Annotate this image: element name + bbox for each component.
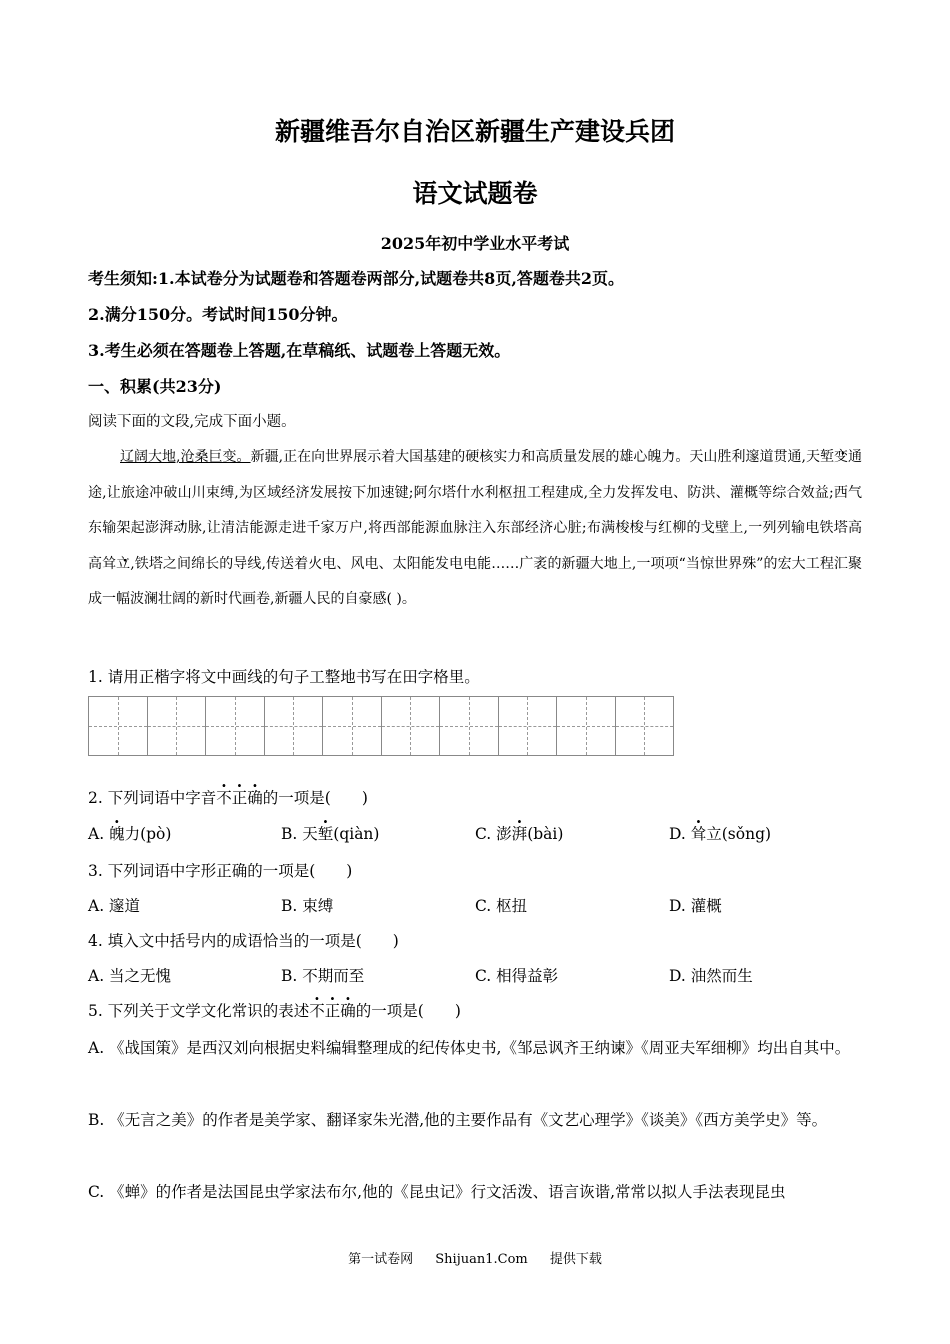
q3-option-c[interactable]: C. 枢扭 xyxy=(475,897,528,915)
underlined-sentence: 辽阔大地,沧桑巨变。 xyxy=(120,449,251,465)
dotted-char: · 堑 xyxy=(820,449,834,465)
q5-option-b[interactable]: B. 《无言之美》的作者是美学家、翻译家朱光潜,他的主要作品有《文艺心理学》《谈美》《西方美学史》等。 xyxy=(88,1111,828,1129)
page-footer xyxy=(0,1248,950,1267)
grid-cell[interactable] xyxy=(206,697,265,755)
question-2: 2. 下列词语中字音不正确的一项是( ) xyxy=(88,789,368,807)
passage-text: 新疆,正在向世界展示着大国基建的硬核实力和高质量发展的雄心 xyxy=(250,449,648,465)
grid-cell[interactable] xyxy=(89,697,148,755)
q4-option-c[interactable]: C. 相得益彰 xyxy=(475,967,559,985)
question-5: 5. 下列关于文学文化常识的表述不正确的一项是( ) xyxy=(88,1002,461,1020)
q2-option-c[interactable]: C. 澎湃(bài) xyxy=(475,825,564,843)
grid-cell[interactable] xyxy=(616,697,674,755)
q4-option-b[interactable]: B. 不期而至 xyxy=(281,967,365,985)
notice-line-1: 考生须知:1.本试卷分为试题卷和答题卷两部分,试题卷共8页,答题卷共2页。 xyxy=(88,269,625,288)
passage-text: 力。天山胜利邃道贯通,天 xyxy=(661,449,820,465)
footer-site-url[interactable]: Shijuan1.Com xyxy=(435,1252,528,1267)
grid-cell[interactable] xyxy=(323,697,382,755)
q2-option-b[interactable]: B. 天堑(qiàn) xyxy=(281,825,380,843)
grid-cell[interactable] xyxy=(148,697,207,755)
grid-cell[interactable] xyxy=(440,697,499,755)
footer-note: 提供下载 xyxy=(549,1252,602,1267)
notice-line-3: 3.考生必须在答题卷上答题,在草稿纸、试题卷上答题无效。 xyxy=(88,341,511,360)
q3-option-d[interactable]: D. 灌概 xyxy=(669,897,722,915)
exam-title-region: 新疆维吾尔自治区新疆生产建设兵团 xyxy=(274,117,675,146)
q4-option-a[interactable]: A. 当之无愧 xyxy=(88,967,172,985)
q5-option-c[interactable]: C. 《蝉》的作者是法国昆虫学家法布尔,他的《昆虫记》行文活泼、语言诙谐,常常以拟人手法表现昆虫 xyxy=(88,1183,786,1201)
reading-instruction: 阅读下面的文段,完成下面小题。 xyxy=(88,414,296,430)
grid-cell[interactable] xyxy=(382,697,441,755)
question-1: 1. 请用正楷字将文中画线的句子工整地书写在田字格里。 xyxy=(88,668,480,686)
q2-option-a[interactable]: A. 魄力(pò) xyxy=(88,825,172,843)
q5-option-a[interactable]: A. 《战国策》是西汉刘向根据史料编辑整理成的纪传体史书,《邹忌讽齐王纳谏》《周亚夫军细柳》均出自其中。 xyxy=(88,1039,851,1057)
q3-option-b[interactable]: B. 束缚 xyxy=(281,897,334,915)
notice-line-2: 2.满分150分。考试时间150分钟。 xyxy=(88,305,348,324)
question-4: 4. 填入文中括号内的成语恰当的一项是( ) xyxy=(88,932,399,950)
reading-passage xyxy=(88,440,862,618)
dotted-char: · 魄 xyxy=(647,449,661,465)
question-3: 3. 下列词语中字形正确的一项是( ) xyxy=(88,862,353,880)
passage-text: 动脉,让清洁能源走进千家万户,将西部能源血脉注入东部经济心脏;布满梭梭与红柳的戈壁上,一列列输电铁塔高高 xyxy=(88,520,862,572)
dotted-char: · 湃 xyxy=(159,520,173,536)
q2-option-d[interactable]: D. 耸立(sǒng) xyxy=(669,825,772,843)
passage-text: 立,铁塔之间绵长的导线,传送着火电、风电、太阳能发电电能……广袤的新疆大地上,一项项“当惊世界殊”的宏大工程汇聚成一幅波澜壮阔的新时代画卷,新疆人民的自豪感( )。 xyxy=(88,555,862,607)
q3-option-a[interactable]: A. 邃道 xyxy=(88,897,141,915)
tianzige-grid[interactable] xyxy=(88,696,674,756)
grid-cell[interactable] xyxy=(265,697,324,755)
grid-cell[interactable] xyxy=(557,697,616,755)
section-heading: 一、积累(共23分) xyxy=(88,377,222,396)
exam-title-subject: 语文试题卷 xyxy=(412,179,538,208)
grid-cell[interactable] xyxy=(499,697,558,755)
passage-text: 变通途,让旅途冲破山川束缚,为区域经济发展按下加速键;阿尔塔什水利枢扭工程建成,全力发挥发电、防洪、灌概等综合效益;西气东输架起澎 xyxy=(88,449,863,536)
footer-site-name: 第一试卷网 xyxy=(348,1252,414,1267)
exam-name: 2025年初中学业水平考试 xyxy=(380,234,570,253)
dotted-char: · 耸 xyxy=(102,556,116,572)
q4-option-d[interactable]: D. 油然而生 xyxy=(669,967,753,985)
